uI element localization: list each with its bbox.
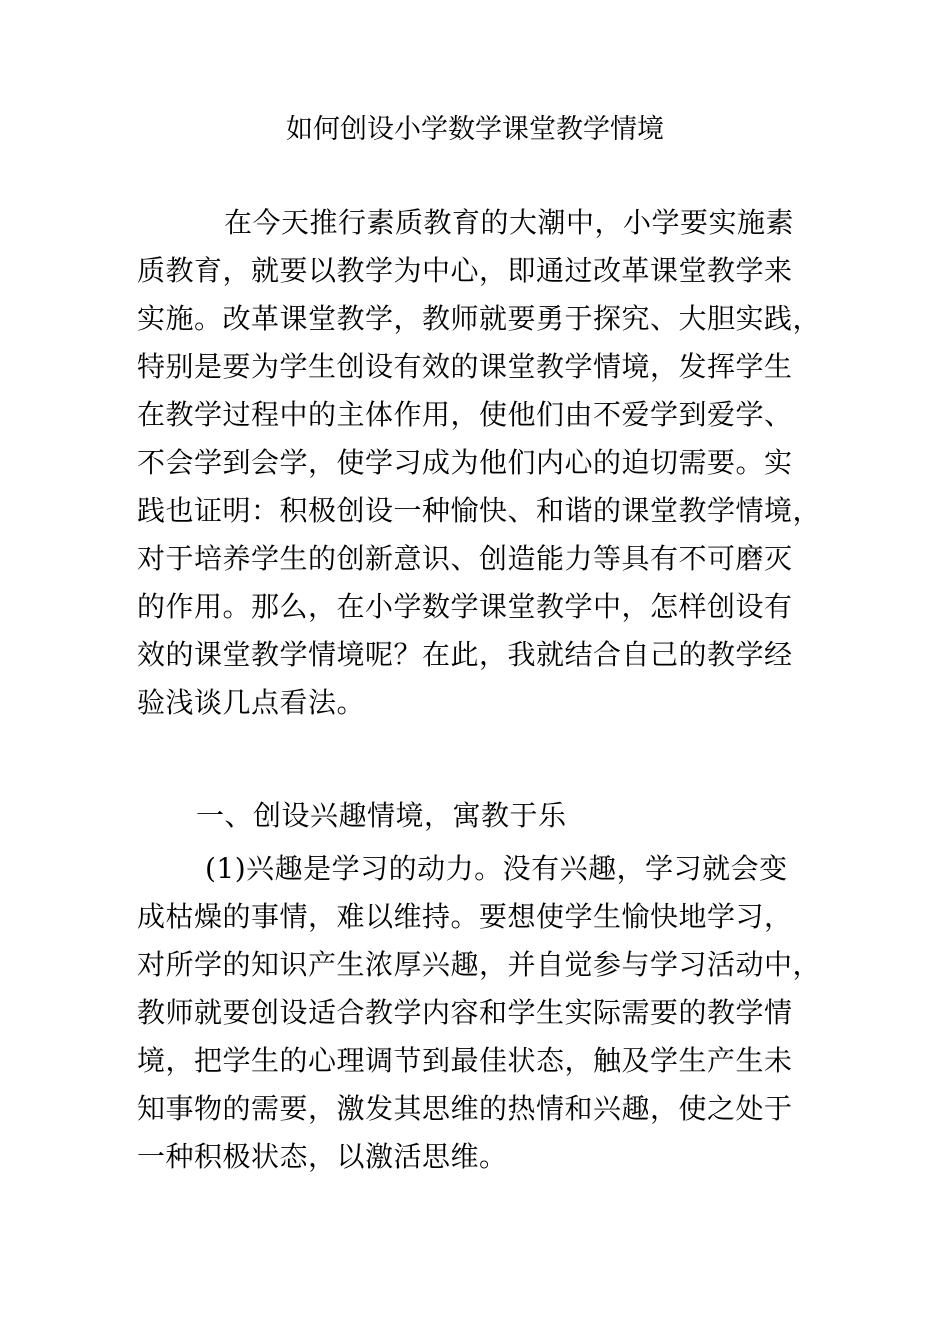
paragraph-line: 在今天推行素质教育的大潮中，小学要实施素 xyxy=(224,206,795,239)
paragraph-line: 质教育，就要以教学为中心，即通过改革课堂教学来 xyxy=(137,254,793,287)
paragraph-line: 一种积极状态，以激活思维。 xyxy=(137,1140,508,1173)
paragraph-line: 在教学过程中的主体作用，使他们由不爱学到爱学、 xyxy=(137,398,793,431)
paragraph-line: 验浅谈几点看法。 xyxy=(137,686,366,719)
paragraph-line: 特别是要为学生创设有效的课堂教学情境，发挥学生 xyxy=(137,350,793,383)
paragraph-line: 教师就要创设适合教学内容和学生实际需要的教学情 xyxy=(137,996,793,1029)
paragraph-line: 的作用。那么，在小学数学课堂教学中，怎样创设有 xyxy=(137,590,793,623)
paragraph-line: 不会学到会学，使学习成为他们内心的迫切需要。实 xyxy=(137,446,793,479)
paragraph-line: 践也证明：积极创设一种愉快、和谐的课堂教学情境， xyxy=(137,494,822,527)
paragraph-line: 效的课堂教学情境呢？在此，我就结合自己的教学经 xyxy=(137,638,793,671)
paragraph-line: 对于培养学生的创新意识、创造能力等具有不可磨灭 xyxy=(137,542,793,575)
paragraph-line: 实施。改革课堂教学，教师就要勇于探究、大胆实践， xyxy=(137,302,822,335)
paragraph-line: 成枯燥的事情，难以维持。要想使学生愉快地学习， xyxy=(137,900,793,933)
paragraph-line: 对所学的知识产生浓厚兴趣，并自觉参与学习活动中， xyxy=(137,948,822,981)
document-title: 如何创设小学数学课堂教学情境 xyxy=(286,114,664,145)
section-heading: 一、创设兴趣情境，寓教于乐 xyxy=(196,799,567,832)
paragraph-line: (1)兴趣是学习的动力。没有兴趣，学习就会变 xyxy=(205,852,788,885)
paragraph-line: 境，把学生的心理调节到最佳状态，触及学生产生未 xyxy=(137,1044,793,1077)
paragraph-line: 知事物的需要，激发其思维的热情和兴趣，使之处于 xyxy=(137,1092,793,1125)
